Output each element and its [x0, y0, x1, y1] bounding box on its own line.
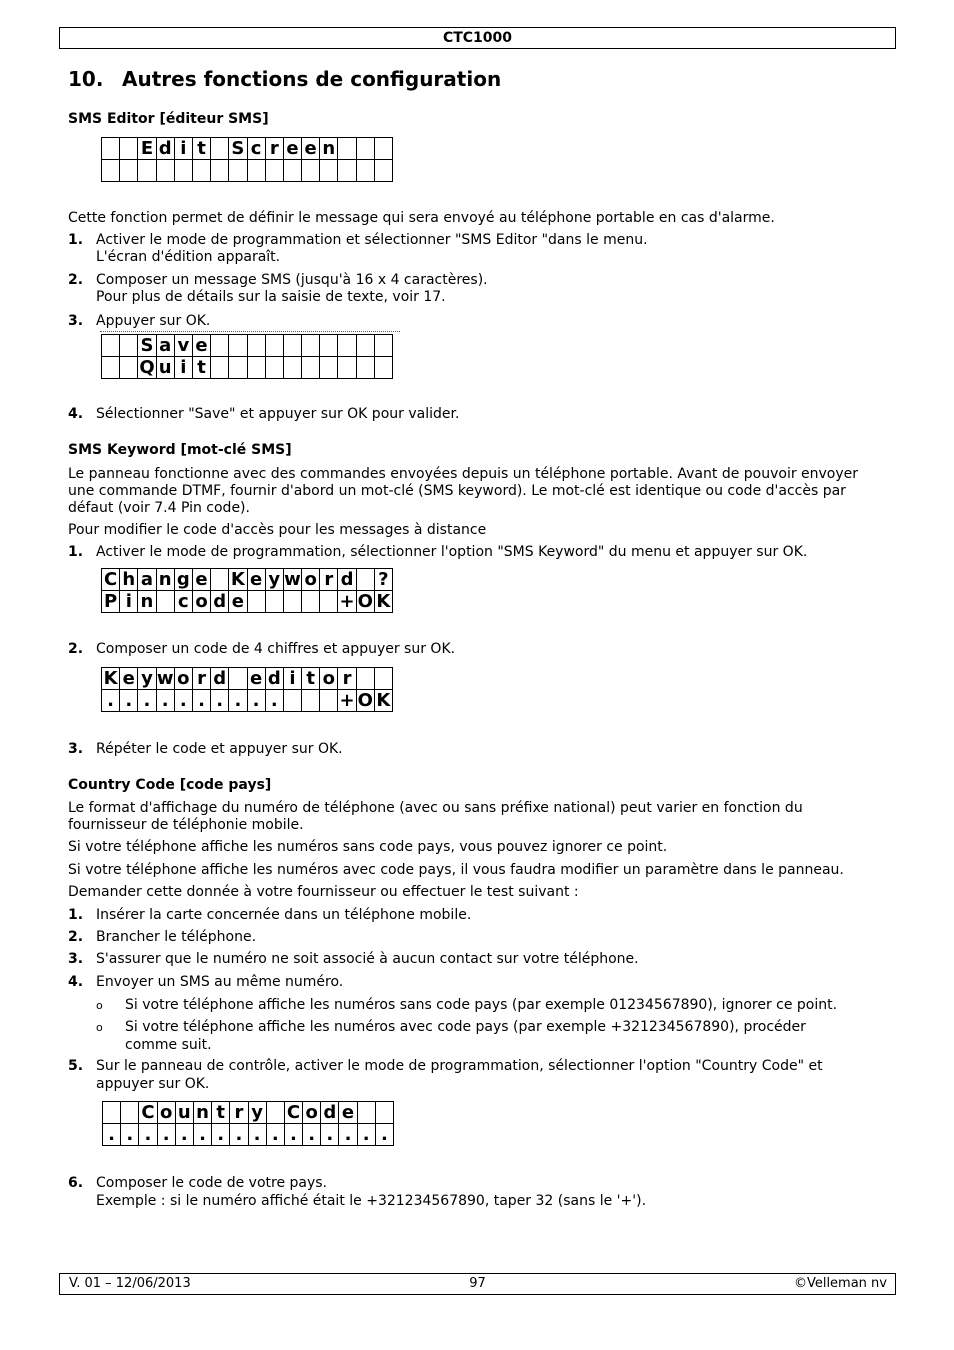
lcd-cell	[356, 160, 374, 182]
lcd-cell: d	[321, 1102, 339, 1124]
lcd-cell: .	[102, 690, 120, 712]
lcd-cell	[356, 138, 374, 160]
lcd-cell: w	[284, 568, 301, 590]
lcd-cell	[211, 569, 229, 591]
lcd-cell: d	[211, 591, 229, 613]
lcd-row	[103, 1124, 394, 1146]
step-text: S'assurer que le numéro ne soit associé à aucun contact sur votre téléphone.	[96, 951, 639, 967]
step-text: Envoyer un SMS au même numéro.	[96, 974, 344, 990]
lcd-row	[102, 569, 393, 591]
step-number: 1.	[68, 544, 84, 560]
step-text: Appuyer sur OK.	[96, 313, 211, 329]
lcd-cell: u	[175, 1102, 193, 1124]
lcd-cell	[247, 357, 265, 379]
lcd-cell	[302, 357, 320, 379]
lcd-cell: K	[229, 569, 247, 591]
lcd-cell: e	[302, 138, 320, 160]
lcd-cell	[283, 357, 301, 379]
sms-keyword-p1-line1: Le panneau fonctionne avec des commandes envoyées depuis un téléphone portable. Avant de pouvoir envoyer	[68, 466, 859, 482]
lcd-cell: .	[248, 1124, 266, 1146]
lcd-cell	[102, 357, 120, 379]
lcd-cell	[283, 591, 301, 613]
lcd-cell: u	[156, 357, 174, 379]
lcd-cell	[229, 357, 247, 379]
lcd-cell: o	[303, 1102, 321, 1124]
lcd-cell: .	[211, 690, 229, 712]
lcd-cell: w	[156, 667, 174, 689]
lcd-cell: .	[212, 1124, 230, 1146]
lcd-cell	[229, 335, 247, 357]
lcd-cell: n	[320, 138, 338, 160]
lcd-cell: .	[284, 1124, 302, 1146]
step-text: Sélectionner "Save" et appuyer sur OK pour valider.	[96, 406, 460, 422]
page-header	[59, 27, 896, 49]
lcd-cell: .	[357, 1124, 375, 1146]
lcd-cell	[138, 160, 156, 182]
lcd-cell: E	[138, 138, 156, 160]
lcd-cell: r	[265, 138, 283, 160]
lcd-cell: d	[265, 668, 283, 690]
lcd-cell: .	[103, 1124, 121, 1146]
step-number: 6.	[68, 1175, 84, 1191]
lcd-cell	[356, 357, 374, 379]
lcd-country-code	[102, 1101, 394, 1146]
step-number: 3.	[68, 741, 84, 757]
sms-keyword-p2: Pour modifier le code d'accès pour les messages à distance	[68, 522, 487, 538]
country-code-p4: Demander cette donnée à votre fournisseur ou effectuer le test suivant :	[68, 884, 579, 900]
step-text-2: appuyer sur OK.	[96, 1076, 210, 1092]
lcd-cell: e	[120, 668, 138, 690]
lcd-cell: r	[320, 569, 338, 591]
lcd-cell	[156, 160, 174, 182]
lcd-cell	[302, 335, 320, 357]
lcd-cell: d	[338, 569, 356, 591]
lcd-cell	[338, 357, 356, 379]
lcd-cell: v	[174, 335, 192, 357]
lcd-cell	[320, 690, 338, 712]
lcd-cell: e	[192, 569, 210, 591]
step-number: 2.	[68, 929, 84, 945]
lcd-cell: e	[247, 569, 265, 591]
lcd-cell: .	[156, 690, 174, 712]
lcd-cell: r	[192, 668, 210, 690]
lcd-cell: n	[193, 1102, 211, 1124]
lcd-cell	[211, 160, 229, 182]
lcd-cell	[211, 138, 229, 160]
lcd-cell: t	[192, 357, 210, 379]
lcd-cell	[120, 357, 138, 379]
lcd-cell	[320, 591, 338, 613]
lcd-cell: y	[265, 569, 283, 591]
step-number: 3.	[68, 951, 84, 967]
lcd-cell	[229, 160, 247, 182]
section-title-text: Autres fonctions de configuration	[122, 67, 502, 91]
step-number: 2.	[68, 641, 84, 657]
heading-sms-editor: SMS Editor [éditeur SMS]	[68, 111, 269, 127]
lcd-cell	[356, 668, 374, 690]
lcd-cell: d	[156, 138, 174, 160]
lcd-row	[102, 591, 393, 613]
lcd-cell: a	[138, 569, 156, 591]
section-number: 10.	[68, 67, 104, 91]
lcd-cell: C	[284, 1102, 302, 1124]
lcd-cell: a	[156, 335, 174, 357]
lcd-cell: Q	[139, 356, 155, 378]
lcd-cell	[374, 335, 392, 357]
heading-sms-keyword: SMS Keyword [mot-clé SMS]	[68, 442, 292, 458]
lcd-cell	[247, 335, 265, 357]
lcd-cell: d	[211, 668, 229, 690]
lcd-cell: o	[174, 668, 192, 690]
lcd-cell: h	[120, 569, 138, 591]
lcd-cell	[121, 1102, 139, 1124]
lcd-cell: S	[229, 138, 247, 160]
step-text: Activer le mode de programmation, sélectionner l'option "SMS Keyword" du menu et appuyer sur OK.	[96, 544, 808, 560]
lcd-cell	[320, 335, 338, 357]
lcd-cell: e	[247, 668, 265, 690]
lcd-cell: .	[321, 1124, 339, 1146]
lcd-cell	[192, 160, 210, 182]
lcd-cell	[357, 1102, 375, 1124]
lcd-cell: K	[374, 690, 392, 712]
country-code-p1-line1: Le format d'affichage du numéro de téléphone (avec ou sans préfixe national) peut varier en fonction du	[68, 800, 803, 816]
bullet-text: Si votre téléphone affiche les numéros avec code pays (par exemple +321234567890), procéder	[125, 1019, 806, 1035]
lcd-cell	[320, 357, 338, 379]
country-code-p2: Si votre téléphone affiche les numéros sans code pays, vous pouvez ignorer ce point.	[68, 839, 668, 855]
lcd-cell	[120, 138, 138, 160]
step-text-2: Pour plus de détails sur la saisie de texte, voir 17.	[96, 289, 446, 305]
lcd-cell: i	[283, 668, 301, 690]
lcd-cell: .	[339, 1124, 357, 1146]
step-text: Sur le panneau de contrôle, activer le mode de programmation, sélectionner l'option "Country Code" et	[96, 1058, 823, 1074]
lcd-cell: K	[374, 591, 392, 613]
lcd-cell: .	[247, 690, 265, 712]
step-text: Composer le code de votre pays.	[96, 1175, 328, 1191]
step-text: Brancher le téléphone.	[96, 929, 257, 945]
country-code-p3: Si votre téléphone affiche les numéros avec code pays, il vous faudra modifier un paramètre dans le panneau.	[68, 862, 844, 878]
lcd-cell: y	[138, 668, 156, 690]
lcd-row	[102, 160, 393, 182]
lcd-cell	[265, 335, 283, 357]
lcd-cell: ?	[374, 569, 392, 591]
lcd-cell	[375, 1102, 393, 1124]
lcd-cell	[320, 160, 338, 182]
lcd-cell: r	[338, 668, 356, 690]
lcd-cell	[338, 138, 356, 160]
lcd-cell: r	[230, 1102, 248, 1124]
lcd-cell	[374, 160, 392, 182]
lcd-cell	[102, 138, 120, 160]
lcd-cell: o	[157, 1102, 175, 1124]
lcd-cell: c	[247, 138, 265, 160]
lcd-cell: e	[229, 591, 247, 613]
lcd-cell	[120, 335, 138, 357]
heading-country-code: Country Code [code pays]	[68, 777, 272, 793]
lcd-cell	[174, 160, 192, 182]
lcd-cell	[156, 591, 174, 613]
lcd-cell: e	[339, 1102, 357, 1124]
lcd-cell	[265, 357, 283, 379]
lcd-cell	[103, 1102, 121, 1124]
lcd-cell: +	[339, 590, 355, 612]
lcd-row	[102, 357, 393, 379]
lcd-cell	[338, 335, 356, 357]
page-footer	[59, 1273, 896, 1295]
lcd-cell	[302, 160, 320, 182]
lcd-cell	[211, 335, 229, 357]
lcd-cell: i	[174, 138, 192, 160]
lcd-cell: P	[102, 591, 120, 613]
sms-editor-intro: Cette fonction permet de définir le message qui sera envoyé au téléphone portable en cas d'alarme.	[68, 210, 775, 226]
lcd-cell: n	[138, 591, 156, 613]
lcd-row	[102, 690, 393, 712]
lcd-row	[102, 138, 393, 160]
step-text: Insérer la carte concernée dans un téléphone mobile.	[96, 907, 472, 923]
lcd-cell: .	[230, 1124, 248, 1146]
lcd-cell: o	[320, 668, 338, 690]
sms-keyword-p1-line3: défaut (voir 7.4 Pin code).	[68, 500, 250, 516]
lcd-cell	[102, 335, 120, 357]
step-number: 4.	[68, 406, 84, 422]
lcd-cell: K	[102, 668, 120, 690]
lcd-cell: y	[248, 1102, 266, 1124]
lcd-cell: S	[138, 335, 156, 357]
lcd-cell	[247, 160, 265, 182]
lcd-cell: t	[192, 138, 210, 160]
lcd-cell: g	[174, 569, 192, 591]
lcd-cell: c	[174, 591, 192, 613]
footer-page-number: 97	[469, 1276, 486, 1291]
step-text: Activer le mode de programmation et sélectionner "SMS Editor "dans le menu.	[96, 232, 648, 248]
lcd-row	[102, 335, 393, 357]
lcd-cell	[102, 160, 120, 182]
step-number: 1.	[68, 907, 84, 923]
lcd-cell	[302, 591, 320, 613]
lcd-cell	[265, 160, 283, 182]
step-text: Composer un message SMS (jusqu'à 16 x 4 caractères).	[96, 272, 488, 288]
lcd-cell: o	[192, 591, 210, 613]
sms-keyword-p1-line2: une commande DTMF, fournir d'abord un mot-clé (SMS keyword). Le mot-clé est identique ou code d'accès par	[68, 483, 846, 499]
lcd-cell: e	[283, 138, 301, 160]
header-title: CTC1000	[442, 30, 513, 46]
lcd-cell: +	[339, 689, 355, 711]
footer-version: V. 01 – 12/06/2013	[69, 1276, 191, 1291]
step-text: Répéter le code et appuyer sur OK.	[96, 741, 343, 757]
lcd-cell	[120, 160, 138, 182]
lcd-cell: .	[193, 1124, 211, 1146]
lcd-cell: .	[174, 690, 192, 712]
lcd-cell: .	[157, 1124, 175, 1146]
lcd-cell: .	[265, 690, 283, 712]
lcd-cell: t	[302, 668, 320, 690]
lcd-cell	[302, 690, 320, 712]
lcd-keyword-editor	[101, 667, 393, 712]
step-text-2: Exemple : si le numéro affiché était le +321234567890, taper 32 (sans le '+').	[96, 1193, 647, 1209]
lcd-cell	[338, 160, 356, 182]
lcd-cell: i	[120, 591, 138, 613]
step-number: 4.	[68, 974, 84, 990]
lcd-cell: C	[102, 569, 120, 591]
step-text-2: L'écran d'édition apparaît.	[96, 249, 281, 265]
lcd-cell: i	[174, 357, 192, 379]
lcd-cell	[356, 335, 374, 357]
lcd-cell	[374, 668, 392, 690]
lcd-cell	[283, 335, 301, 357]
bullet-icon: o	[96, 999, 103, 1012]
lcd-cell	[247, 591, 265, 613]
lcd-edit-screen	[101, 137, 393, 182]
lcd-cell: o	[302, 569, 320, 591]
lcd-row	[103, 1102, 394, 1124]
lcd-cell: .	[121, 1124, 139, 1146]
lcd-cell: .	[175, 1124, 193, 1146]
step-text: Composer un code de 4 chiffres et appuyer sur OK.	[96, 641, 456, 657]
bullet-text: Si votre téléphone affiche les numéros sans code pays (par exemple 01234567890), ignorer ce point.	[125, 997, 838, 1013]
lcd-cell: .	[266, 1124, 284, 1146]
bullet-icon: o	[96, 1021, 103, 1034]
lcd-cell	[283, 690, 301, 712]
lcd-cell: .	[139, 1124, 157, 1146]
dotted-divider	[100, 331, 400, 332]
lcd-save-quit	[101, 334, 393, 379]
lcd-cell	[265, 591, 283, 613]
lcd-row	[102, 668, 393, 690]
country-code-p1-line2: fournisseur de téléphonie mobile.	[68, 817, 304, 833]
lcd-cell	[283, 160, 301, 182]
lcd-cell: n	[156, 569, 174, 591]
step-number: 5.	[68, 1058, 84, 1074]
lcd-cell	[374, 138, 392, 160]
lcd-cell	[266, 1102, 284, 1124]
step-number: 1.	[68, 232, 84, 248]
lcd-cell: .	[303, 1124, 321, 1146]
lcd-cell	[211, 357, 229, 379]
lcd-cell: O	[357, 689, 373, 711]
lcd-cell: .	[375, 1124, 393, 1146]
lcd-cell	[356, 569, 374, 591]
bullet-text-2: comme suit.	[125, 1037, 212, 1053]
section-title	[68, 67, 501, 91]
step-number: 3.	[68, 313, 84, 329]
footer-copyright: ©Velleman nv	[793, 1276, 887, 1291]
lcd-cell: .	[229, 690, 247, 712]
lcd-cell: O	[357, 590, 373, 612]
lcd-cell	[229, 668, 247, 690]
lcd-cell: t	[212, 1102, 230, 1124]
lcd-cell: e	[192, 335, 210, 357]
lcd-cell: .	[120, 690, 138, 712]
lcd-change-keyword	[101, 568, 393, 613]
lcd-cell: C	[139, 1102, 157, 1124]
lcd-cell	[374, 357, 392, 379]
step-number: 2.	[68, 272, 84, 288]
lcd-cell: .	[192, 690, 210, 712]
lcd-cell: .	[138, 690, 156, 712]
